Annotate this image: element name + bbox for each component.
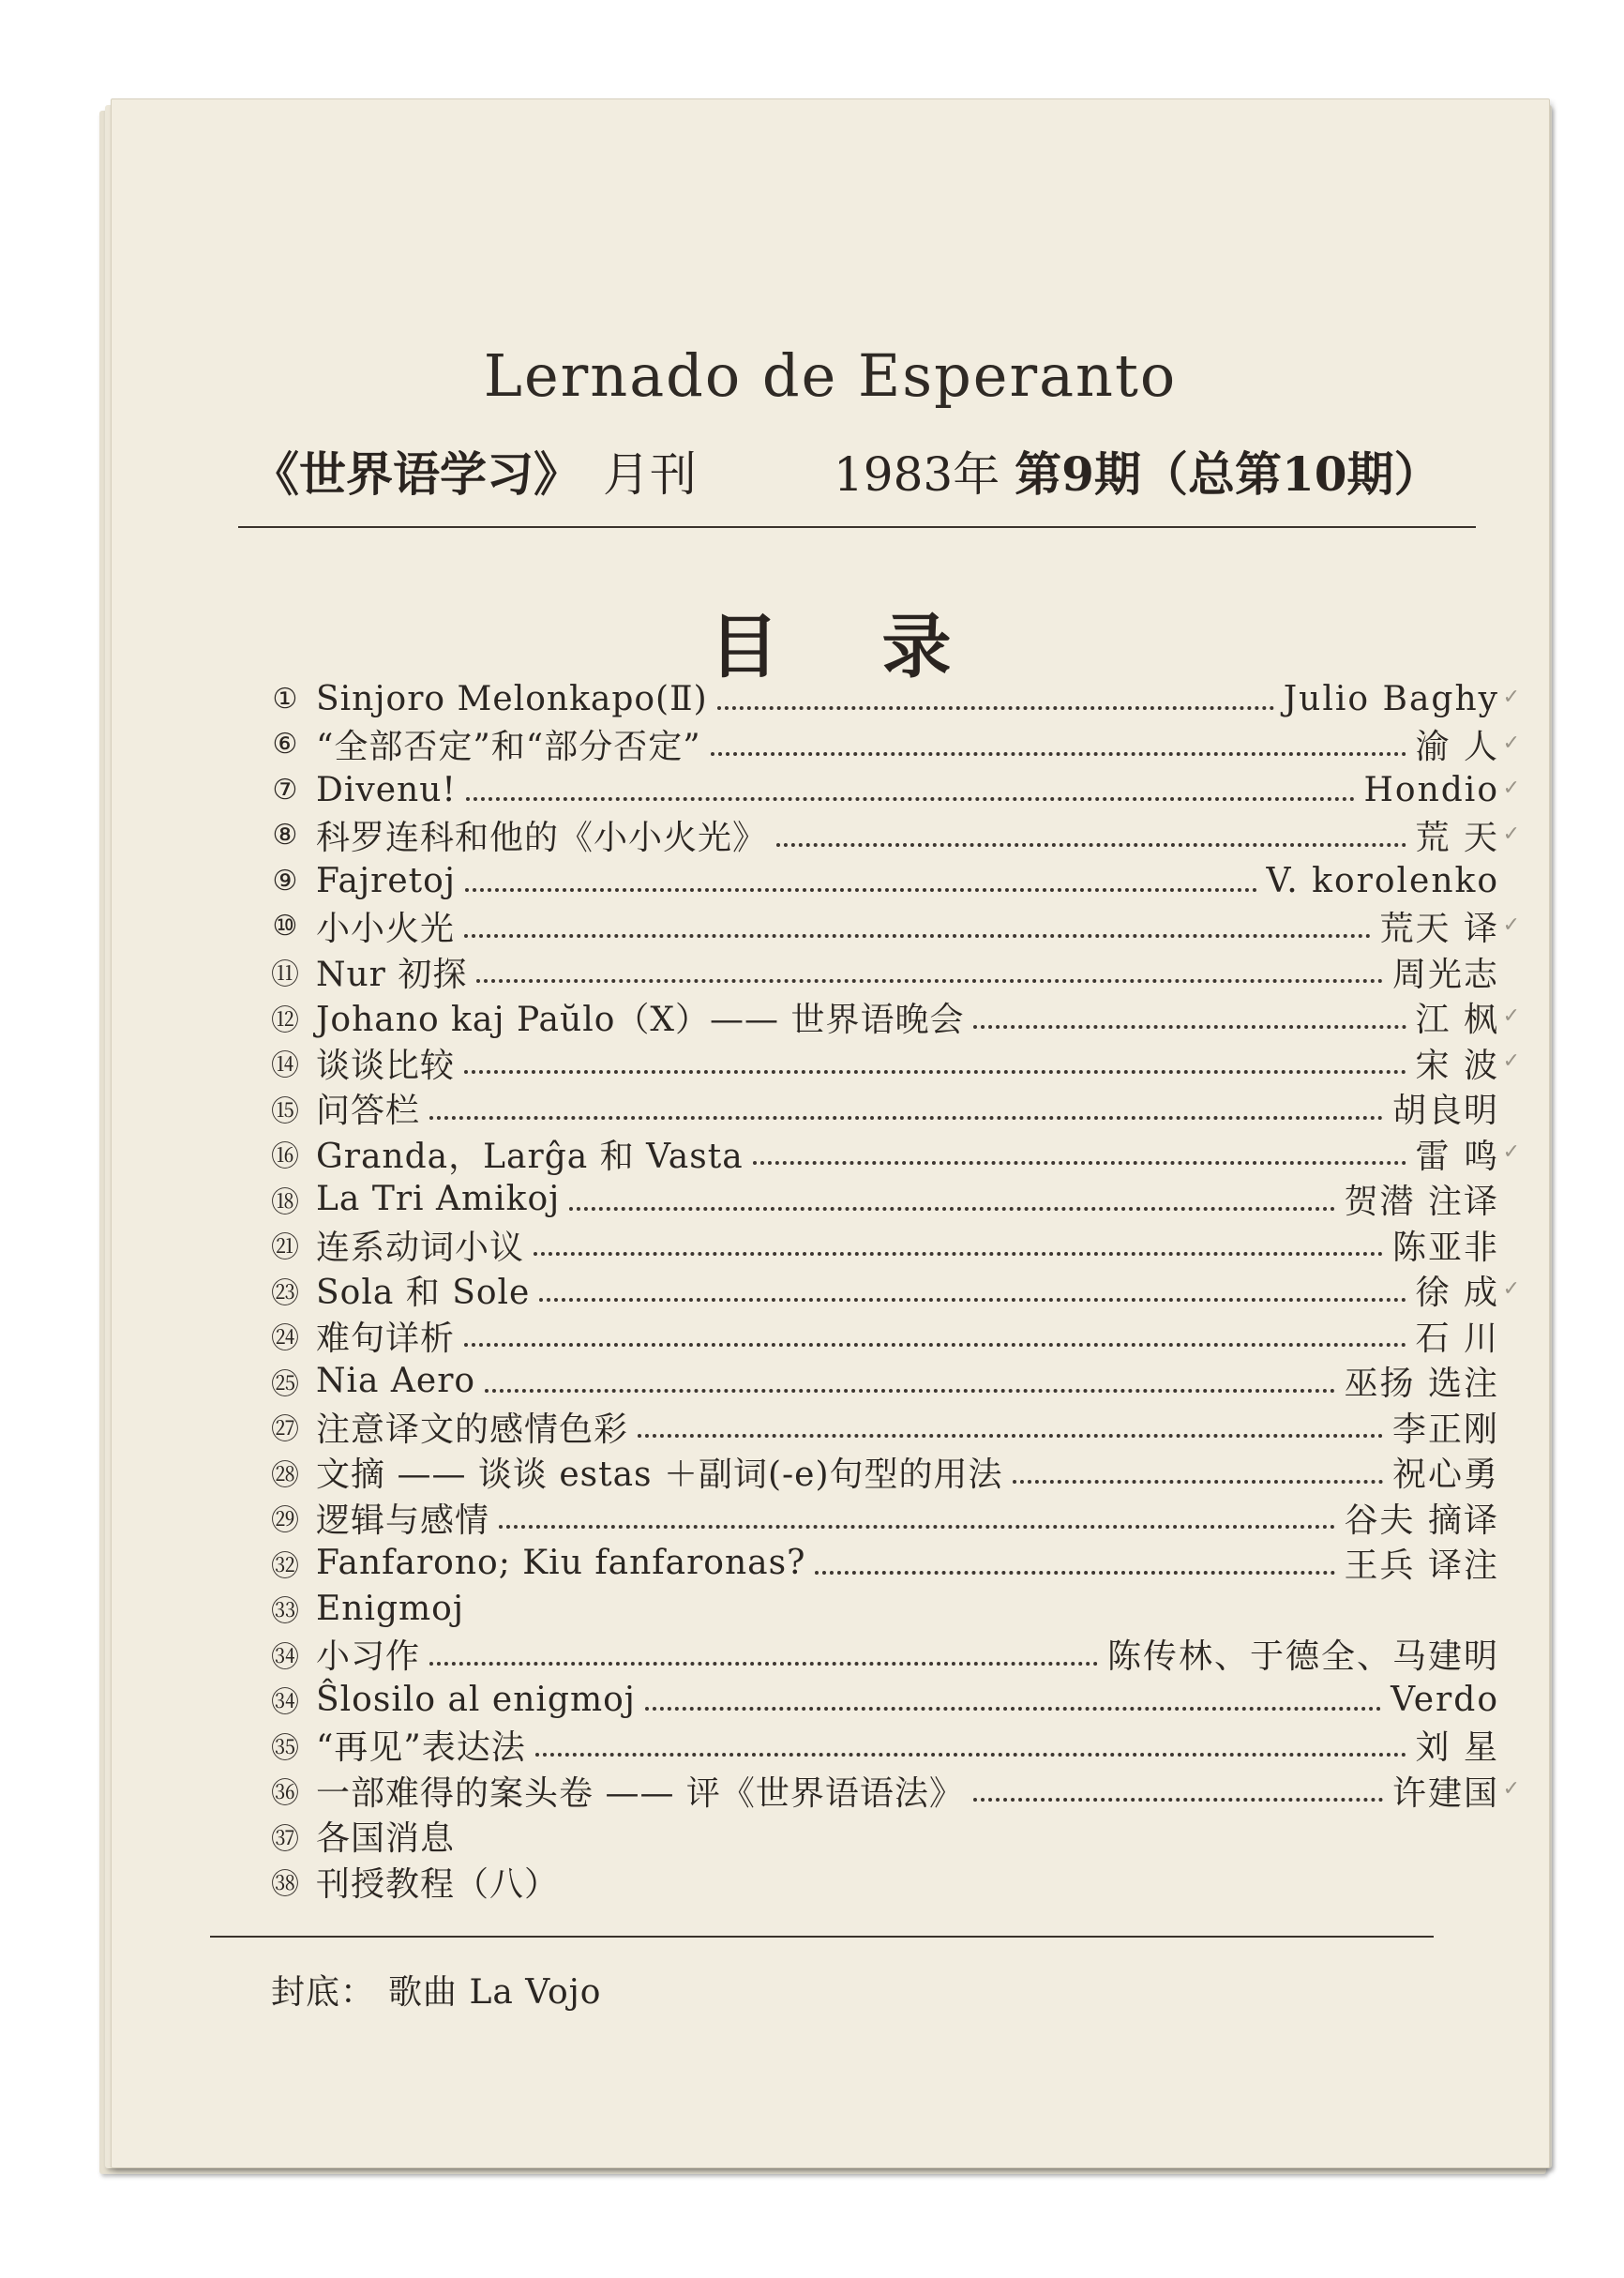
toc-entry	[262, 949, 1518, 995]
toc-entry-title: 问答栏	[316, 1092, 421, 1131]
toc-entry	[262, 1859, 1518, 1905]
toc-entry-number: ⑯	[271, 1140, 299, 1174]
toc-entry	[262, 722, 1518, 768]
issue-info	[834, 437, 1441, 505]
pencil-check-icon: ✓	[1502, 822, 1520, 846]
toc-entry	[262, 1177, 1518, 1223]
toc-entry	[262, 1040, 1518, 1086]
toc-entry-number: ⑥	[272, 728, 298, 762]
dot-leader	[464, 934, 1371, 938]
dot-leader	[753, 1161, 1406, 1165]
toc-entry-title: 逻辑与感情	[316, 1501, 490, 1540]
toc-entry-author: 周光志	[1391, 955, 1499, 994]
pencil-check-icon: ✓	[1502, 777, 1520, 800]
dot-leader	[776, 843, 1406, 847]
toc-entry-title: 连系动词小议	[316, 1228, 525, 1267]
dot-leader	[465, 888, 1257, 892]
toc-title: 目录	[709, 607, 1055, 687]
issue-year: 1983年	[834, 447, 1000, 502]
toc-entry-title: Granda，Larĝa 和 Vasta	[316, 1137, 744, 1176]
dot-leader	[815, 1571, 1334, 1575]
toc-entry-title: 刊授教程（八）	[316, 1864, 560, 1904]
dot-leader	[429, 1662, 1098, 1666]
toc-entry-number: ㊳	[271, 1868, 299, 1902]
toc-entry-title: Johano kaj Paŭlo（X）—— 世界语晚会	[316, 1001, 965, 1040]
toc-entry	[262, 1222, 1518, 1268]
toc-entry-author: 王兵 译注	[1344, 1546, 1499, 1586]
footer-divider	[210, 1936, 1434, 1938]
dot-leader	[429, 1116, 1383, 1120]
toc-entry-number: ㊲	[271, 1822, 299, 1856]
toc-entry	[262, 1541, 1518, 1587]
back-cover-content: 歌曲 La Vojo	[388, 1973, 602, 2012]
toc-entry-number: ㉗	[271, 1413, 299, 1447]
latin-title: Lernado de Esperanto	[483, 341, 1178, 410]
toc-entry-author: Hondio	[1363, 770, 1499, 809]
toc-entry-author: 石 川	[1415, 1319, 1499, 1358]
pencil-check-icon: ✓	[1502, 1049, 1520, 1073]
toc-entry-number: ㉘	[271, 1458, 299, 1492]
toc-entry	[262, 1677, 1518, 1723]
toc-entry-title: 注意译文的感情色彩	[316, 1410, 629, 1449]
toc-entry-author: 刘 星	[1415, 1728, 1499, 1768]
toc-entry	[262, 767, 1518, 813]
toc-entry	[262, 904, 1518, 950]
toc-entry-title: Divenu!	[316, 770, 457, 809]
toc-entry-author: 荒天 译	[1379, 910, 1499, 949]
toc-entry-number: ㉑	[271, 1231, 299, 1265]
toc-entry-number: ㉜	[271, 1549, 299, 1583]
toc-entry	[262, 1632, 1518, 1678]
toc-entry	[262, 858, 1518, 904]
dot-leader	[569, 1207, 1334, 1211]
toc-entry-number: ㉞	[271, 1640, 299, 1674]
toc-entry-title: 小小火光	[316, 910, 456, 949]
frequency-label: 月刊	[603, 447, 697, 502]
toc-entry-number: ⑮	[271, 1094, 299, 1128]
magazine-page	[111, 98, 1550, 2168]
toc-entry-author: 徐 成	[1415, 1274, 1499, 1313]
toc-entry-title: Nur 初探	[316, 955, 468, 994]
toc-entry-number: ㉕	[271, 1367, 299, 1401]
dot-leader	[535, 1753, 1406, 1757]
toc-entry-author: 胡良明	[1391, 1092, 1499, 1131]
toc-entry-number: ⑪	[271, 958, 299, 992]
toc-entry-number: ㉟	[271, 1731, 299, 1765]
dot-leader	[645, 1707, 1381, 1711]
toc-entry-number: ①	[272, 682, 298, 716]
toc-entry-title: Nia Aero	[316, 1362, 476, 1401]
toc-entry-title: La Tri Amikoj	[316, 1180, 561, 1219]
dot-leader	[464, 1070, 1406, 1074]
toc-entry-number: ㊱	[271, 1777, 299, 1811]
toc-entry-title: 一部难得的案头卷 —— 评《世界语语法》	[316, 1773, 964, 1813]
total-issue: （总第10期）	[1140, 446, 1441, 502]
toc-entry-number: ㉔	[271, 1322, 299, 1356]
dot-leader	[499, 1525, 1335, 1529]
toc-entry-author: 宋 波	[1415, 1046, 1499, 1085]
header-divider	[238, 526, 1476, 528]
issue-header	[252, 437, 1481, 505]
pencil-check-icon: ✓	[1502, 913, 1520, 937]
toc-entry-author: Verdo	[1391, 1680, 1499, 1719]
dot-leader	[973, 1798, 1383, 1802]
toc-entry-title: 谈谈比较	[316, 1046, 456, 1085]
dot-leader	[717, 706, 1274, 710]
toc-entry-number: ㉞	[271, 1686, 299, 1720]
toc-entry	[262, 1495, 1518, 1541]
dot-leader	[485, 1389, 1334, 1393]
toc-entry-title: “全部否定”和“部分否定”	[316, 728, 701, 767]
toc-entry-number: ㉝	[271, 1595, 299, 1629]
dot-leader	[973, 1025, 1406, 1029]
back-cover-label: 封底：	[271, 1973, 376, 2012]
toc-entry-number: ⑱	[271, 1185, 299, 1219]
toc-entry-title: 科罗连科和他的《小小火光》	[316, 819, 768, 858]
dot-leader	[464, 1343, 1406, 1347]
toc-entry-title: 各国消息	[316, 1819, 456, 1859]
toc-entry	[262, 676, 1518, 722]
pencil-check-icon: ✓	[1502, 1140, 1520, 1164]
toc-entry-title: Fanfarono; Kiu fanfaronas?	[316, 1544, 806, 1583]
toc-entry-number: ⑩	[272, 910, 298, 943]
toc-entry	[262, 1268, 1518, 1314]
toc-entry-title: Sola 和 Sole	[316, 1274, 531, 1313]
toc-entry-number: ⑦	[272, 773, 298, 807]
toc-entry-author: 巫扬 选注	[1344, 1365, 1499, 1404]
toc-entry-title: Sinjoro Melonkapo(Ⅱ)	[316, 679, 708, 718]
toc-entry-title: 小习作	[316, 1637, 421, 1677]
dot-leader	[539, 1298, 1406, 1302]
dot-leader	[466, 797, 1355, 801]
dot-leader	[638, 1434, 1383, 1438]
toc-entry	[262, 1313, 1518, 1359]
toc-entry	[262, 1131, 1518, 1177]
back-cover-note	[271, 1966, 601, 2014]
toc-entry	[262, 1359, 1518, 1405]
dot-leader	[534, 1252, 1383, 1256]
toc-entry	[262, 1768, 1518, 1814]
toc-entry-title: “再见”表达法	[316, 1728, 526, 1768]
dot-leader	[1013, 1480, 1383, 1484]
toc-entry-author: 陈传林、于德全、马建明	[1106, 1637, 1499, 1677]
dot-leader	[476, 979, 1383, 983]
toc-entry	[262, 1814, 1518, 1860]
dot-leader	[711, 752, 1406, 756]
toc-entry	[262, 813, 1518, 859]
toc-entry	[262, 995, 1518, 1041]
toc-entry-title: Enigmoj	[316, 1589, 464, 1628]
toc-entry-author: 谷夫 摘译	[1344, 1501, 1499, 1540]
issue-number: 第9期	[1015, 446, 1141, 502]
toc-entry-author: 李正刚	[1391, 1410, 1499, 1449]
toc-entry	[262, 1404, 1518, 1450]
toc-entry-number: ⑨	[272, 864, 298, 898]
toc-entry-title: Fajretoj	[316, 861, 456, 900]
toc-entry-author: Julio Baghy	[1283, 679, 1499, 718]
toc-entry-author: V. korolenko	[1266, 861, 1499, 900]
table-of-contents	[262, 676, 1518, 1905]
toc-entry-author: 陈亚非	[1391, 1228, 1499, 1267]
toc-entry-title: 文摘 —— 谈谈 estas ＋副词(-e)句型的用法	[316, 1456, 1003, 1495]
toc-entry-author: 渝 人	[1415, 728, 1499, 767]
toc-entry	[262, 1450, 1518, 1496]
toc-entry-author: 许建国	[1391, 1773, 1499, 1813]
toc-entry-number: ⑧	[272, 819, 298, 852]
toc-entry-author: 江 枫	[1415, 1001, 1499, 1040]
toc-entry	[262, 1086, 1518, 1132]
toc-entry-number: ㉓	[271, 1276, 299, 1310]
toc-entry-title: 难句详析	[316, 1319, 456, 1358]
toc-entry-author: 贺潜 注译	[1344, 1183, 1499, 1222]
toc-entry-number: ⑫	[271, 1003, 299, 1037]
toc-entry-author: 荒 天	[1415, 819, 1499, 858]
pencil-check-icon: ✓	[1502, 686, 1520, 709]
toc-entry-number: ⑭	[271, 1049, 299, 1083]
pencil-check-icon: ✓	[1502, 731, 1520, 755]
toc-entry-number: ㉙	[271, 1504, 299, 1538]
pencil-check-icon: ✓	[1502, 1777, 1520, 1801]
toc-entry	[262, 1586, 1518, 1632]
magazine-name: 《世界语学习》	[252, 446, 580, 502]
pencil-check-icon: ✓	[1502, 1276, 1520, 1301]
toc-entry-author: 祝心勇	[1391, 1456, 1499, 1495]
pencil-check-icon: ✓	[1502, 1003, 1520, 1028]
toc-entry	[262, 1723, 1518, 1769]
toc-entry-title: Ŝlosilo al enigmoj	[316, 1680, 636, 1719]
toc-entry-author: 雷 鸣	[1415, 1137, 1499, 1176]
